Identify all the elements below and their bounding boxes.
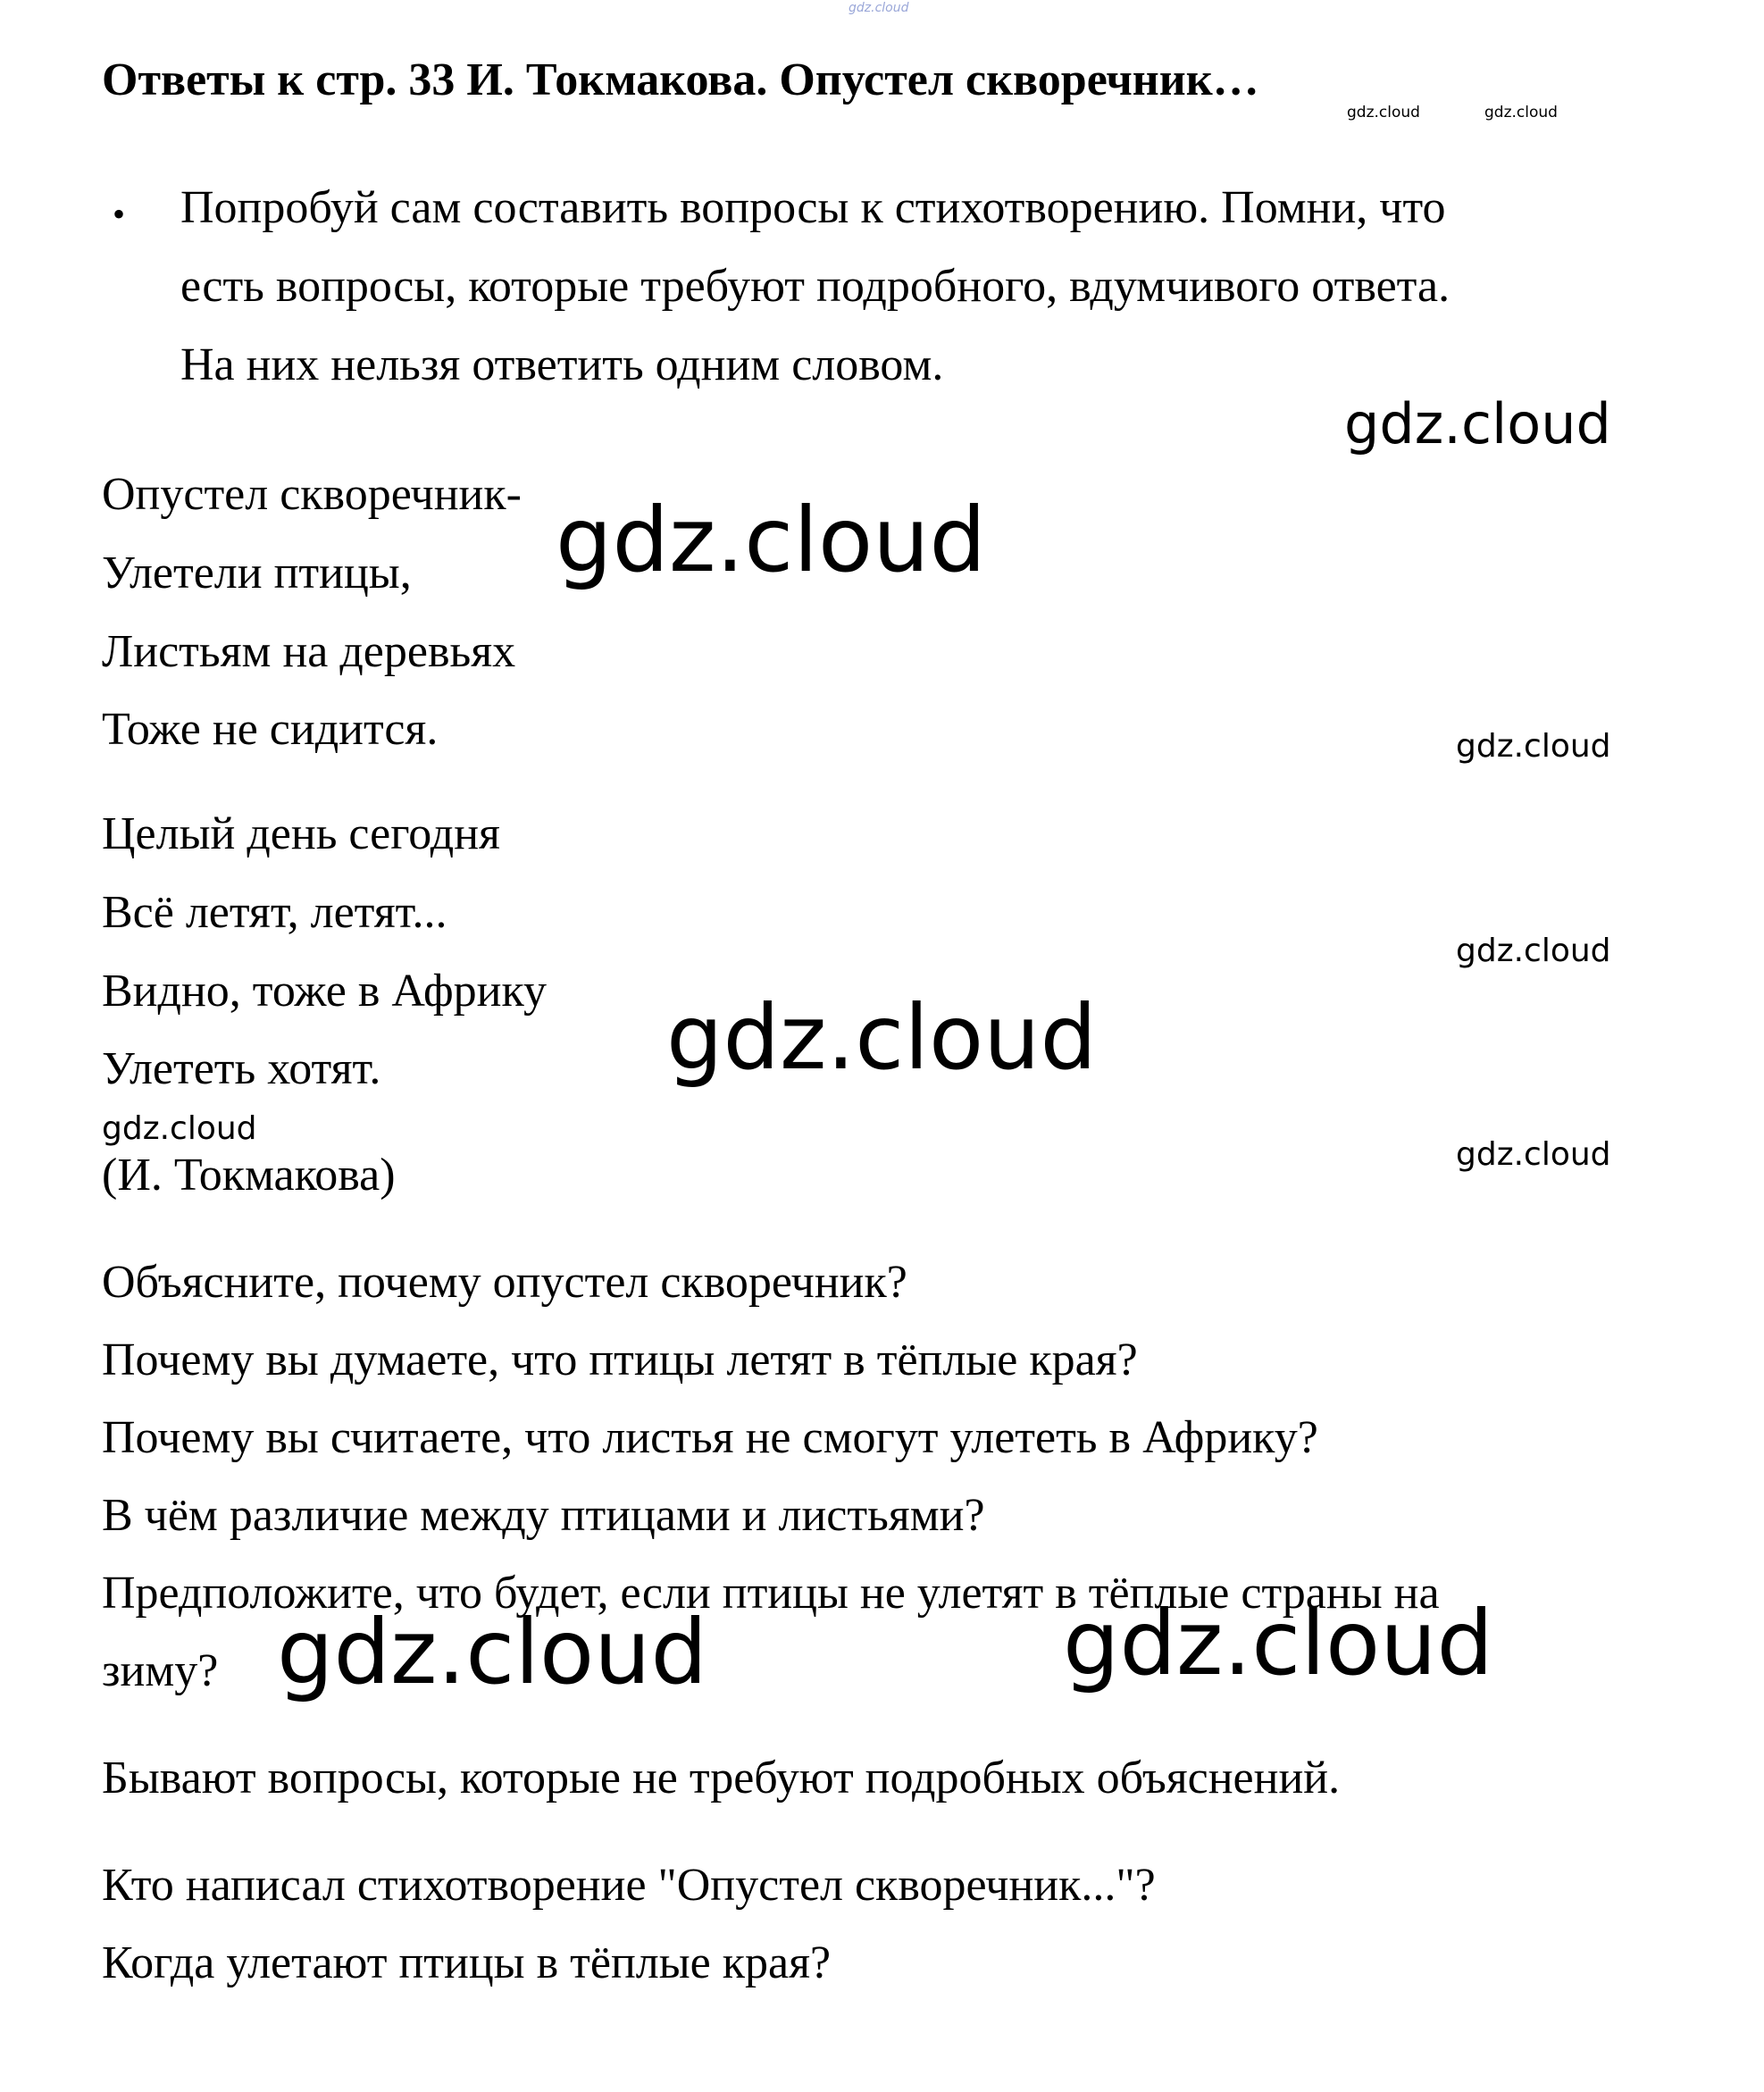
question-line: Предположите, что будет, если птицы не улетят в тёплые страны на	[102, 1568, 1440, 1619]
task-line-1: Попробуй сам составить вопросы к стихотворению. Помни, что	[180, 182, 1446, 233]
task-line-3: На них нельзя ответить одним словом.	[180, 339, 944, 390]
question-line: Кто написал стихотворение "Опустел скворечник..."?	[102, 1860, 1156, 1911]
question-line: В чём различие между птицами и листьями?	[102, 1490, 985, 1541]
page-title: Ответы к стр. 33 И. Токмакова. Опустел скворечник…	[102, 54, 1259, 105]
watermark-top: gdz.cloud	[849, 1, 909, 15]
poem-line: Целый день сегодня	[102, 808, 500, 859]
question-line: Почему вы считаете, что листья не смогут улететь в Африку?	[102, 1412, 1318, 1463]
question-line: Почему вы думаете, что птицы летят в тёплые края?	[102, 1335, 1138, 1385]
poem-line: Всё летят, летят...	[102, 887, 447, 938]
watermark-5: gdz.cloud	[666, 985, 1098, 1090]
poem-line: Тоже не сидится.	[102, 704, 439, 755]
poem-line: Листьям на деревьях	[102, 626, 516, 677]
watermark-title-2: gdz.cloud	[1484, 104, 1558, 121]
poem-line: Опустел скворечник-	[102, 469, 522, 520]
watermark-2: gdz.cloud	[556, 488, 987, 592]
poem-line: Улететь хотят.	[102, 1043, 381, 1094]
watermark-4: gdz.cloud	[1456, 933, 1611, 969]
watermark-title-1: gdz.cloud	[1347, 104, 1420, 121]
poem-line: Улетели птицы,	[102, 548, 412, 598]
note-line: Бывают вопросы, которые не требуют подробных объяснений.	[102, 1753, 1341, 1803]
watermark-8: gdz.cloud	[277, 1600, 708, 1704]
watermark-7: gdz.cloud	[1456, 1136, 1611, 1173]
poem-line: Видно, тоже в Африку	[102, 966, 548, 1017]
bullet-icon: •	[113, 194, 126, 234]
watermark-6: gdz.cloud	[102, 1110, 257, 1147]
poem-author: (И. Токмакова)	[102, 1150, 396, 1201]
watermark-9: gdz.cloud	[1063, 1591, 1494, 1695]
watermark-1: gdz.cloud	[1344, 391, 1611, 456]
question-line: зиму?	[102, 1645, 219, 1696]
question-line: Когда улетают птицы в тёплые края?	[102, 1937, 832, 1988]
question-line: Объясните, почему опустел скворечник?	[102, 1257, 907, 1308]
task-line-2: есть вопросы, которые требуют подробного, вдумчивого ответа.	[180, 261, 1450, 312]
watermark-3: gdz.cloud	[1456, 728, 1611, 765]
